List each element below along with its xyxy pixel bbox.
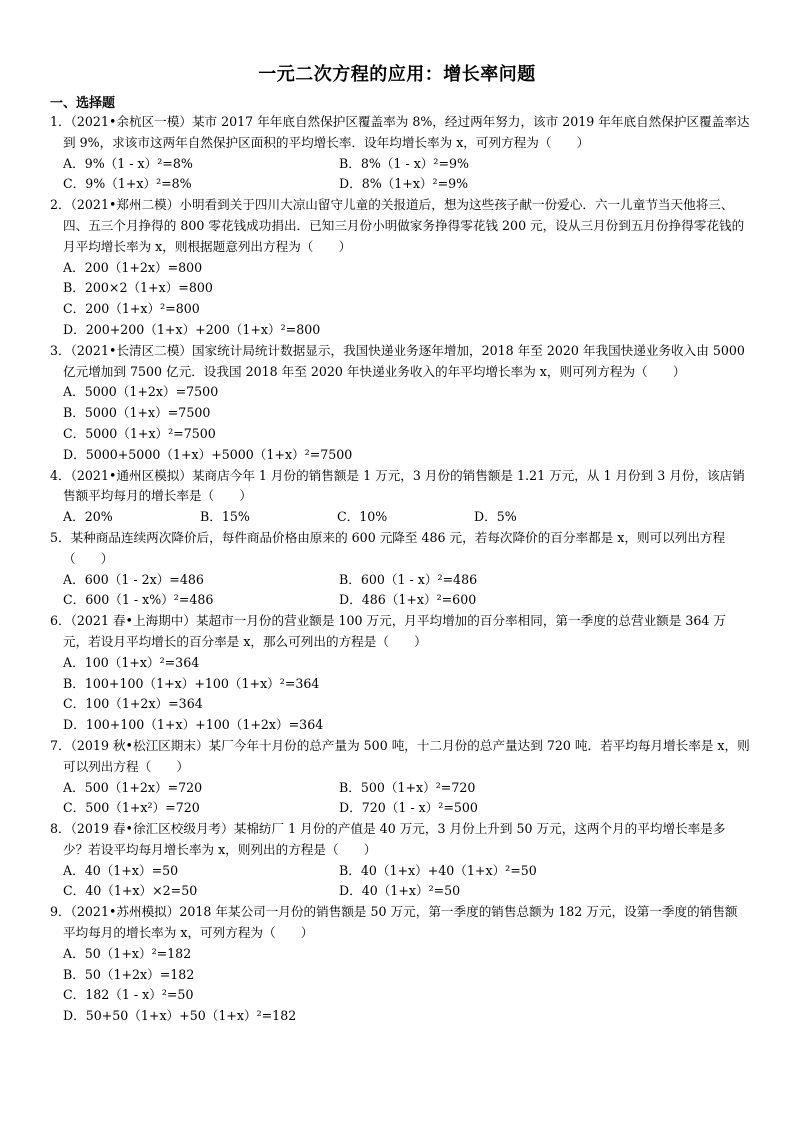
answer-option: D．720（1 - x）²=500	[339, 800, 478, 816]
answer-option: C．100（1+2x）=364	[63, 696, 203, 712]
answer-option: B．500（1+x）²=720	[339, 779, 476, 795]
answer-option: B．40（1+x）+40（1+x）²=50	[339, 862, 537, 878]
answer-option: A．600（1 - 2x）=486	[63, 571, 204, 587]
question-item	[50, 466, 750, 528]
question-stem: 2．（2021•郑州二模）小明看到关于四川大凉山留守儿童的关报道后，想为这些孩子献一份爱心．六一儿童节当天他将三、四、五三个月挣得的 800 零花钱成功捐出．已知三月份小明做家务挣得零花钱 200 元，设从三月份到五月份挣得零花钱的月平均增长率为 x，则根据题意列出方程为（ ）	[50, 197, 745, 254]
option-group	[50, 653, 750, 736]
question-stem: 8．（2019 春•徐汇区校级月考）某棉纺厂 1 月份的产值是 40 万元，3 月份上升到 50 万元，这两个月的平均增长率是多少？若设平均每月增长率为 x，则列出的方程是（ ）	[50, 821, 726, 857]
question-stem: 5．某种商品连续两次降价后，每件商品价格由原来的 600 元降至 486 元，若每次降价的百分率都是 x，则可以列出方程（ ）	[50, 529, 726, 566]
question-stem: 7．（2019 秋•松江区期末）某厂今年十月份的总产量为 500 吨，十二月份的总产量达到 720 吨．若平均每月增长率是 x，则可以列出方程（ ）	[50, 737, 750, 774]
answer-option: B．5000（1+x）=7500	[63, 405, 211, 421]
question-item	[50, 611, 750, 736]
option-group	[50, 570, 750, 612]
answer-option: C．9%（1+x）²=8%	[63, 176, 192, 192]
answer-option: C．600（1 - x%）²=486	[63, 592, 214, 608]
option-group	[50, 861, 750, 903]
answer-option: A．9%（1 - x）²=8%	[63, 155, 193, 171]
answer-option: A．50（1+x）²=182	[63, 945, 192, 961]
answer-option: B．50（1+2x）=182	[63, 966, 195, 982]
question-item	[50, 902, 750, 1027]
answer-option: D．200+200（1+x）+200（1+x）²=800	[63, 321, 321, 337]
answer-option: B．200×2（1+x）=800	[63, 280, 213, 296]
answer-option: D．50+50（1+x）+50（1+x）²=182	[63, 1008, 297, 1024]
answer-option: A．40（1+x）=50	[63, 862, 179, 878]
question-item	[50, 341, 750, 466]
answer-option: C．200（1+x）²=800	[63, 301, 200, 317]
question-item	[50, 819, 750, 902]
answer-option: B．600（1 - x）²=486	[339, 571, 478, 587]
answer-option: D．100+100（1+x）+100（1+2x）=364	[63, 717, 324, 733]
answer-option: B．100+100（1+x）+100（1+x）²=364	[63, 675, 320, 691]
answer-option: D．5%	[474, 509, 517, 525]
answer-option: D．486（1+x）²=600	[339, 592, 477, 608]
question-item	[50, 112, 750, 195]
question-stem: 4．（2021•通州区模拟）某商店今年 1 月份的销售额是 1 万元，3 月份的销售额是 1.21 万元，从 1 月份到 3 月份，该店销售额平均每月的增长率是（ ）	[50, 467, 745, 504]
question-item	[50, 528, 750, 611]
answer-option: A．200（1+2x）=800	[63, 259, 203, 275]
answer-option: C．500（1+x²）=720	[63, 800, 200, 816]
answer-option: A．500（1+2x）=720	[63, 779, 203, 795]
answer-option: C．5000（1+x）²=7500	[63, 425, 216, 441]
question-list	[50, 112, 750, 1027]
question-stem: 3．（2021•长清区二模）国家统计局统计数据显示，我国快递业务逐年增加，2018 年至 2020 年我国快递业务收入由 5000 亿元增加到 7500 亿元．设我国 2018 年至 2020 年快递业务收入的年平均增长率为 x，则可列方程为（ ）	[50, 342, 745, 379]
answer-option: C．182（1 - x）²=50	[63, 987, 194, 1003]
option-group	[50, 507, 750, 528]
option-group	[50, 154, 750, 196]
question-stem: 6．（2021 春•上海期中）某超市一月份的营业额是 100 万元，月平均增加的百分率相同，第一季度的总营业额是 364 万元，若设月平均增长的百分率是 x，那么可列出的方程是（ ）	[50, 613, 727, 649]
answer-option: A．5000（1+2x）=7500	[63, 384, 219, 400]
question-item	[50, 736, 750, 819]
document-title: 一元二次方程的应用：增长率问题	[258, 64, 536, 85]
answer-option: B．8%（1 - x）²=9%	[339, 155, 469, 171]
option-group	[50, 778, 750, 820]
answer-option: C．10%	[337, 509, 388, 525]
question-stem: 9．（2021•苏州模拟）2018 年某公司一月份的销售额是 50 万元，第一季度的销售总额为 182 万元，设第一季度的销售额平均每月的增长率为 x，可列方程为（ ）	[50, 904, 738, 941]
question-stem: 1．（2021•余杭区一模）某市 2017 年年底自然保护区覆盖率为 8%，经过两年努力，该市 2019 年年底自然保护区覆盖率达到 9%，求该市这两年自然保护区面积的平均增长率．设年均增长率为 x，可列方程为（ ）	[50, 114, 750, 150]
option-group	[50, 382, 750, 465]
answer-option: C．40（1+x）×2=50	[63, 883, 198, 899]
question-item	[50, 195, 750, 341]
answer-option: A．20%	[63, 509, 113, 525]
answer-option: B．15%	[200, 509, 250, 525]
option-group	[50, 258, 750, 341]
answer-option: D．40（1+x）²=50	[339, 883, 461, 899]
answer-option: D．5000+5000（1+x）+5000（1+x）²=7500	[63, 446, 353, 462]
answer-option: D．8%（1+x）²=9%	[339, 176, 469, 192]
option-group	[50, 944, 750, 1027]
section-heading: 一、选择题	[50, 96, 116, 111]
answer-option: A．100（1+x）²=364	[63, 654, 200, 670]
